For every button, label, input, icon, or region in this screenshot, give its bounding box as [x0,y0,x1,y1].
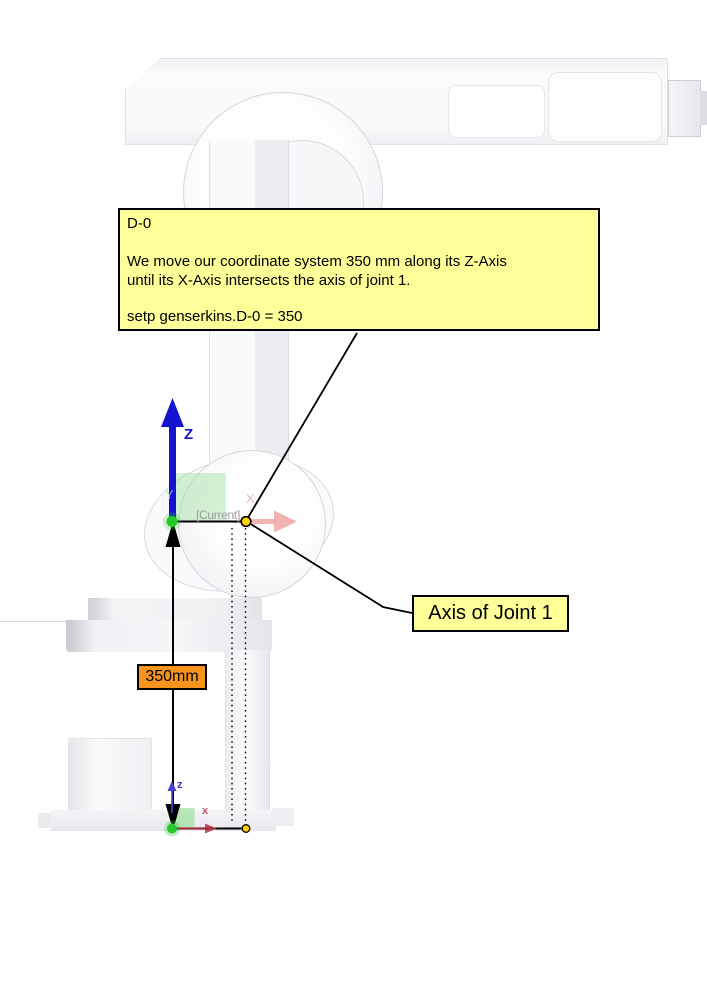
selection-highlight-upper [176,473,226,521]
x-axis-label-upper: X [246,491,255,506]
callout-body-line2: until its X-Axis intersects the axis of joint 1. [127,272,411,289]
leader-line-to-joint-label [246,521,412,613]
z-axis-label-upper: Z [184,426,194,443]
z-axis-arrow-icon [161,398,184,427]
axis-of-joint-label: Axis of Joint 1 [412,595,569,632]
leader-line-to-callout [246,333,357,521]
joint-axis-marker-lower-icon [242,825,250,833]
current-frame-label: [Current] [196,508,240,522]
joint-axis-marker-upper-icon [241,517,251,527]
x-axis-label-lower: x [202,805,209,817]
callout-title: D-0 [127,215,152,232]
z-axis-label-lower: z [177,779,183,791]
callout-hal-command: setp genserkins.D-0 = 350 [127,308,303,325]
y-axis-label-upper: Y [165,487,174,502]
base-z-axis-arrow-icon [168,781,177,791]
base-x-axis-arrow-icon [205,824,217,834]
origin-dot-upper-icon [167,516,178,527]
dimension-value-label: 350mm [137,664,207,690]
origin-dot-lower-icon [167,824,177,834]
x-axis-faded-arrow-icon [274,511,297,533]
callout-body-line1: We move our coordinate system 350 mm along its Z-Axis [127,253,507,270]
